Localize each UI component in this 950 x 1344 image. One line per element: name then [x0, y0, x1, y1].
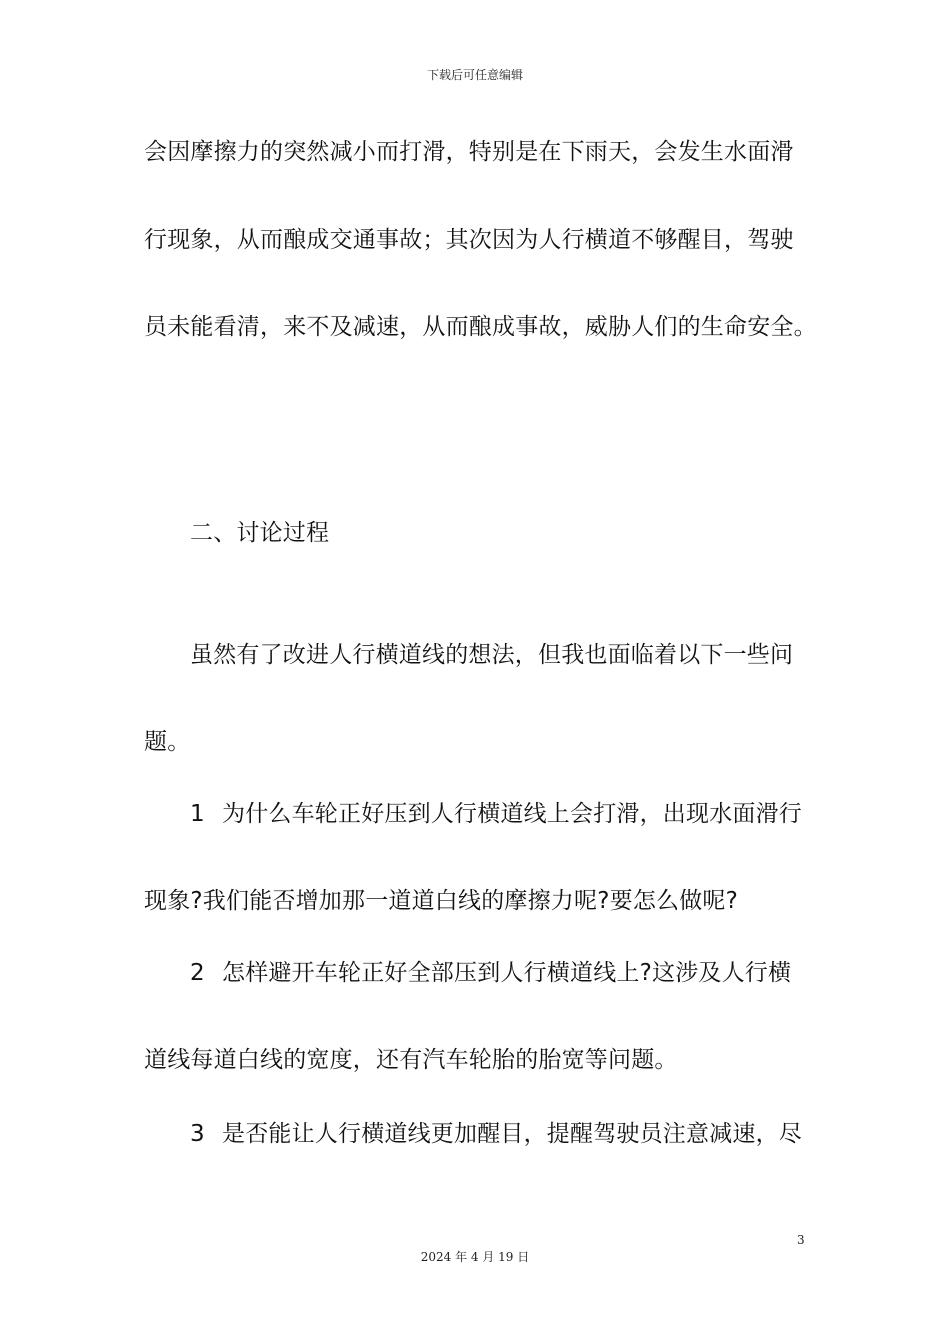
list-number: 1 [190, 801, 205, 827]
body-line: 虽然有了改进人行横道线的想法，但我也面临着以下一些问 [190, 642, 794, 668]
list-number: 2 [190, 960, 205, 986]
list-item-2 [190, 958, 791, 988]
list-number: 3 [190, 1121, 205, 1147]
body-line: 题。 [144, 729, 191, 755]
list-item-text: 怎样避开车轮正好全部压到人行横道线上?这涉及人行横 [222, 960, 792, 986]
body-line: 行现象，从而酿成交通事故；其次因为人行横道不够醒目，驾驶 [144, 227, 794, 253]
body-line: 道线每道白线的宽度，还有汽车轮胎的胎宽等问题。 [144, 1047, 678, 1073]
page-number: 3 [797, 1233, 805, 1247]
list-item-1 [190, 799, 802, 829]
list-item-3 [190, 1119, 802, 1149]
section-heading: 二、讨论过程 [190, 520, 330, 546]
body-line: 员未能看清，来不及减速，从而酿成事故，威胁人们的生命安全。 [144, 314, 817, 340]
body-line: 会因摩擦力的突然减小而打滑，特别是在下雨天，会发生水面滑 [144, 139, 794, 165]
page-header: 下载后可任意编辑 [426, 68, 523, 82]
body-line: 现象?我们能否增加那一道道白线的摩擦力呢?要怎么做呢? [144, 888, 739, 914]
list-item-text: 为什么车轮正好压到人行横道线上会打滑，出现水面滑行 [222, 801, 802, 827]
list-item-text: 是否能让人行横道线更加醒目，提醒驾驶员注意减速，尽 [222, 1121, 802, 1147]
footer-date: 2024 年 4 月 19 日 [420, 1250, 530, 1264]
